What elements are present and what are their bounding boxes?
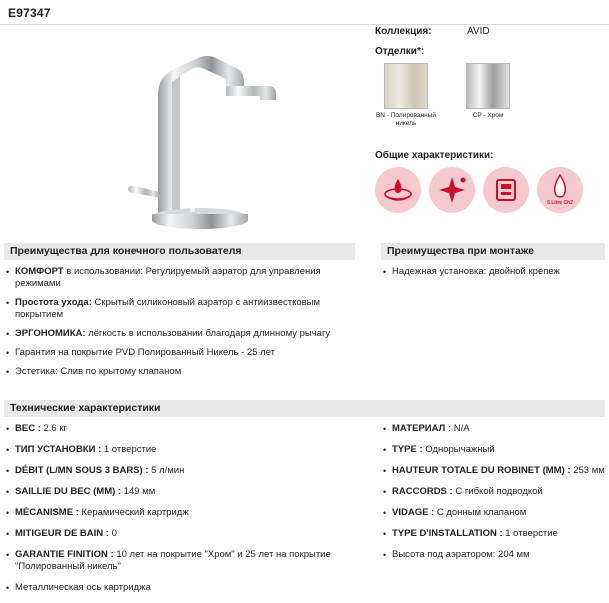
feature-pictogram-list — [375, 167, 603, 213]
list-item — [383, 507, 605, 519]
list-item — [6, 486, 366, 498]
list-item-value: Высота под аэратором: 204 мм — [392, 549, 530, 560]
finish-label-bn: BN - Полированный никель — [375, 112, 437, 127]
section-header-install-benefits: Преимущества при монтаже — [381, 243, 605, 260]
list-item-label: VIDAGE : — [392, 507, 435, 518]
list-item-label: ВЕС : — [15, 423, 41, 434]
list-item — [6, 549, 366, 573]
list-item — [6, 444, 366, 456]
collection-row — [375, 26, 603, 37]
install-benefits-list — [383, 266, 603, 285]
collection-value: AVID — [467, 26, 490, 37]
list-item — [6, 528, 366, 540]
list-item-value: 5 л/мин — [148, 465, 185, 476]
list-item-value: С донным клапаном — [434, 507, 527, 518]
list-item-value: Однорычажный — [422, 444, 495, 455]
water-drop-icon — [375, 167, 421, 213]
list-item-value: 2.6 кг — [40, 423, 67, 434]
user-benefits-list — [6, 266, 351, 385]
list-item-value: Надежная установка: двойной крепеж — [392, 266, 560, 277]
list-item — [6, 366, 351, 378]
list-item-label: MÉCANISME : — [15, 507, 79, 518]
general-features-label: Общие характеристики: — [375, 150, 494, 161]
list-item-value: 149 мм — [121, 486, 156, 497]
product-image — [30, 24, 360, 236]
list-item-value: С гибкой подводкой — [452, 486, 543, 497]
list-item-value: 1 отверстие — [502, 528, 558, 539]
list-item — [383, 465, 605, 477]
finish-label-cp: CP - Хром — [472, 112, 504, 119]
collection-label: Коллекция: — [375, 26, 432, 37]
list-item — [383, 266, 603, 278]
list-item-label: КОМФОРТ — [15, 266, 64, 277]
list-item-label: TYPE D'INSTALLATION : — [392, 528, 503, 539]
list-item-label: ТИП УСТАНОВКИ : — [15, 444, 102, 455]
list-item — [383, 549, 605, 561]
finishes-label: Отделки*: — [375, 46, 425, 57]
list-item — [383, 486, 605, 498]
list-item — [6, 465, 366, 477]
list-item-label: МАТЕРИАЛ : — [392, 423, 452, 434]
list-item — [6, 297, 351, 321]
finish-item-bn[interactable] — [375, 63, 437, 128]
list-item-value: 10 лет на покрытие "Хром" и 25 лет на покрытие "Полированный никель" — [15, 549, 331, 572]
list-item-label: TYPE : — [392, 444, 423, 455]
product-info-panel — [375, 26, 603, 213]
list-item-label: HAUTEUR TOTALE DU ROBINET (MM) : — [392, 465, 571, 476]
list-item-value: Скрытый силиконовый аэратор с антиизвестковым покрытием — [15, 297, 321, 320]
tech-specs-list-left — [6, 423, 366, 603]
list-item — [383, 423, 605, 435]
tech-specs-list-right — [383, 423, 605, 570]
cartridge-icon — [483, 167, 529, 213]
list-item-label: ЭРГОНОМИКА: — [15, 328, 86, 339]
list-item-value: в использовании: Регулируемый аэратор для управления режимами — [15, 266, 321, 289]
list-item — [383, 444, 605, 456]
finish-item-cp[interactable] — [457, 63, 519, 128]
list-item-value: Гарантия на покрытие PVD Полированный Никель - 25 лет — [15, 347, 275, 358]
list-item-label: GARANTIE FINITION : — [15, 549, 114, 560]
list-item-value: 1 отверстие — [101, 444, 157, 455]
list-item-value: 253 мм — [570, 465, 605, 476]
finishes-list — [375, 63, 603, 128]
section-header-tech-specs: Технические характеристики — [4, 400, 605, 417]
list-item — [6, 582, 366, 594]
finish-swatch-bn[interactable] — [384, 63, 428, 109]
list-item-value: Металлическая ось картриджа — [15, 582, 151, 593]
finish-swatch-cp[interactable] — [466, 63, 510, 109]
list-item-label: MITIGEUR DE BAIN : — [15, 528, 109, 539]
list-item — [383, 528, 605, 540]
list-item — [6, 507, 366, 519]
flow-rate-icon — [537, 167, 583, 213]
section-header-user-benefits: Преимущества для конечного пользователя — [4, 243, 355, 260]
list-item — [6, 347, 351, 359]
page-title: E97347 — [8, 6, 51, 20]
flow-rate-label: 5 Litre Ch2 — [547, 199, 573, 206]
list-item-label: Простота ухода: — [15, 297, 92, 308]
list-item-value: 0 — [108, 528, 117, 539]
sparkle-clean-icon — [429, 167, 475, 213]
list-item-value: N/A — [451, 423, 470, 434]
list-item-value: лёгкость в использовании благодаря длинному рычагу — [85, 328, 331, 339]
list-item-value: Эстетика: Слив по крытому клапаном — [15, 366, 182, 377]
list-item-label: DÉBIT (L/MN SOUS 3 BARS) : — [15, 465, 149, 476]
list-item — [6, 328, 351, 340]
list-item-label: SAILLIE DU BEC (MM) : — [15, 486, 122, 497]
list-item — [6, 266, 351, 290]
list-item-value: Керамический картридж — [78, 507, 189, 518]
list-item-label: RACCORDS : — [392, 486, 453, 497]
list-item — [6, 423, 366, 435]
